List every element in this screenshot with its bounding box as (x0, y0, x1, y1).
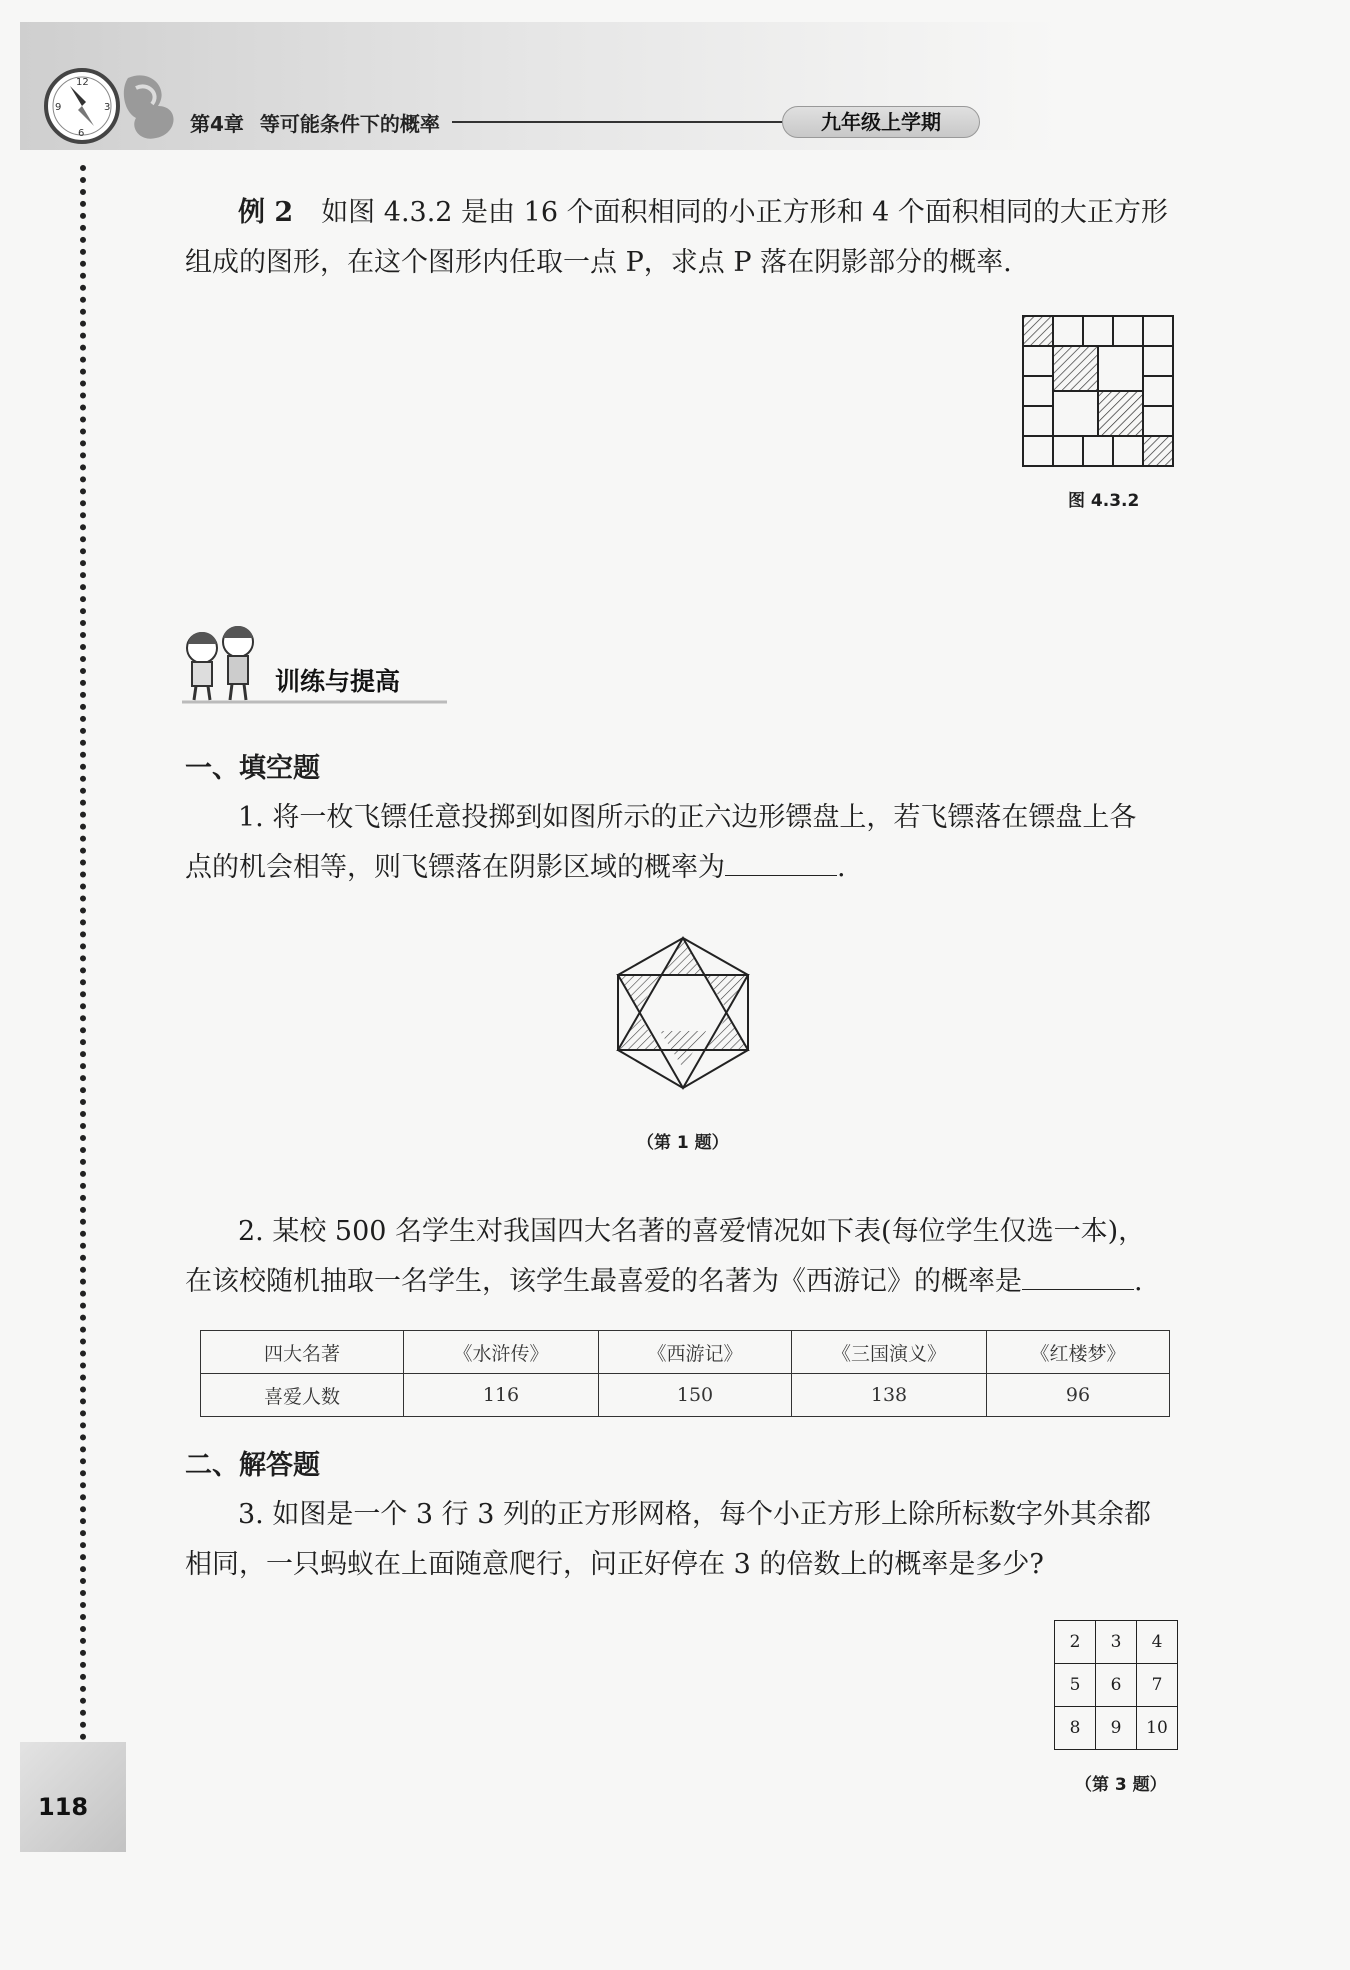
question-2-text: 在该校随机抽取一名学生，该学生最喜爱的名著为《西游记》的概率是 (185, 1266, 1022, 1297)
question-1-text: 点的机会相等，则飞镖落在阴影区域的概率为 (185, 852, 725, 883)
grid-cell: 6 (1096, 1664, 1137, 1707)
svg-text:12: 12 (76, 77, 89, 88)
example-text-1: 如图 4.3.2 是由 16 个面积相同的小正方形和 4 个面积相同的大正方形 (321, 197, 1168, 228)
table-cell: 《三国演义》 (792, 1331, 987, 1374)
table-cell: 四大名著 (201, 1331, 404, 1374)
table-header-row (201, 1331, 1170, 1374)
table-cell: 喜爱人数 (201, 1374, 404, 1417)
svg-text:3: 3 (104, 102, 111, 113)
figure-4-3-2 (1020, 313, 1176, 469)
chapter-number: 第4章 (190, 112, 244, 136)
compass-logo-icon (40, 58, 190, 148)
table-cell: 《红楼梦》 (987, 1331, 1170, 1374)
question-1-line-1: 1. 将一枚飞镖任意投掷到如图所示的正六边形镖盘上，若飞镖落在镖盘上各 (238, 802, 1137, 833)
question-1-caption: （第 1 题） (637, 1133, 729, 1153)
table-cell: 《水浒传》 (404, 1331, 599, 1374)
question-1-line-2 (185, 843, 846, 893)
example-label: 例 2 (238, 197, 294, 228)
table-cell: 96 (987, 1374, 1170, 1417)
page-number: 118 (38, 1793, 89, 1821)
grid-cell: 9 (1096, 1707, 1137, 1750)
question-2-line-2 (185, 1257, 1143, 1307)
grid-row (1055, 1707, 1178, 1750)
table-cell: 《西游记》 (599, 1331, 792, 1374)
table-cell: 138 (792, 1374, 987, 1417)
grid-cell: 4 (1137, 1621, 1178, 1664)
hexagon-star-figure (598, 918, 768, 1108)
question-1-period: . (837, 852, 846, 883)
grade-badge: 九年级上学期 (782, 106, 980, 138)
example-line-1 (238, 188, 1168, 238)
training-title: 训练与提高 (275, 667, 401, 696)
grid-cell: 5 (1055, 1664, 1096, 1707)
table-row (201, 1374, 1170, 1417)
figure-4-3-2-caption: 图 4.3.2 (1068, 491, 1140, 511)
answer-blank-2[interactable] (1022, 1259, 1134, 1290)
grid-cell: 3 (1096, 1621, 1137, 1664)
grid-cell: 2 (1055, 1621, 1096, 1664)
question-3-line-1: 3. 如图是一个 3 行 3 列的正方形网格，每个小正方形上除所标数字外其余都 (238, 1499, 1152, 1530)
grid-row (1055, 1664, 1178, 1707)
answer-blank-1[interactable] (725, 845, 837, 876)
grid-cell: 10 (1137, 1707, 1178, 1750)
svg-text:6: 6 (78, 128, 85, 139)
table-cell: 150 (599, 1374, 792, 1417)
section-2-title: 二、解答题 (185, 1450, 320, 1481)
question-2-line-1: 2. 某校 500 名学生对我国四大名著的喜爱情况如下表(每位学生仅选一本)， (238, 1216, 1146, 1247)
question-2-period: . (1134, 1266, 1143, 1297)
chapter-title: 等可能条件下的概率 (259, 112, 440, 136)
chapter-heading (190, 108, 456, 137)
svg-text:9: 9 (55, 102, 62, 113)
number-grid (1054, 1620, 1178, 1750)
header-rule (452, 121, 787, 123)
question-3-line-2: 相同，一只蚂蚁在上面随意爬行，问正好停在 3 的倍数上的概率是多少? (185, 1549, 1044, 1580)
grid-row (1055, 1621, 1178, 1664)
preference-table (200, 1330, 1170, 1417)
binding-dots (80, 165, 86, 1765)
table-cell: 116 (404, 1374, 599, 1417)
example-line-2: 组成的图形，在这个图形内任取一点 P，求点 P 落在阴影部分的概率. (185, 247, 1012, 278)
section-1-title: 一、填空题 (185, 753, 320, 784)
question-3-caption: （第 3 题） (1075, 1775, 1167, 1795)
grid-cell: 8 (1055, 1707, 1096, 1750)
grid-cell: 7 (1137, 1664, 1178, 1707)
